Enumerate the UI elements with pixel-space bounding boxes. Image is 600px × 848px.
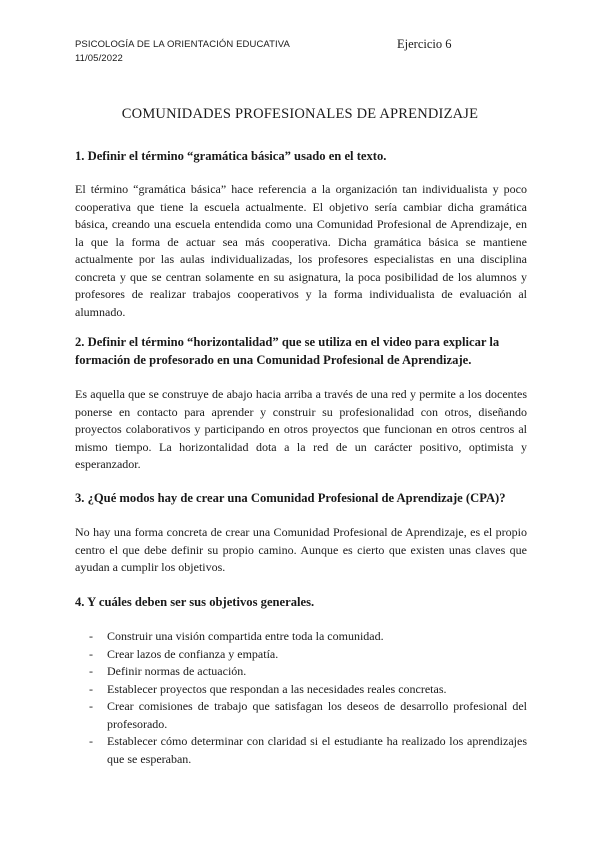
section-2-text: Es aquella que se construye de abajo hacia arriba a través de una red y permite a los docentes ponerse en contacto para aprender y construir su profesionalidad con otros, diseñando proyectos colaborativos y participando en otros proyectos que funcionan en otros centros al mismo tiempo. La horizontalidad dota a la red de un carácter positivo, optimista y esperanzador. — [75, 387, 527, 471]
header-date: 11/05/2022 — [75, 53, 123, 64]
page-header-left — [75, 38, 290, 66]
list-item — [75, 646, 527, 664]
list-item — [75, 733, 527, 768]
list-item-text: Construir una visión compartida entre toda la comunidad. — [107, 629, 384, 643]
bullet-dash: - — [89, 681, 93, 696]
section-1-text: El término “gramática básica” hace referencia a la organización tan individualista y poco cooperativa que tiene la escuela actualmente. El objetivo sería cambiar dicha gramática básica, creando una escuela entendida como una Comunidad Profesional de Aprendizaje, en la que la forma de actuar sea más cooperativa. Dicha gramática básica se mantiene actualmente por las aulas individualizadas, los profesores especialistas en una disciplina concreta y que se centran solamente en su asignatura, la poca posibilidad de los alumnos y profesores de realizar trabajos cooperativos y la forma individualista de evaluación al alumnado. — [75, 182, 527, 319]
document-title: COMUNIDADES PROFESIONALES DE APRENDIZAJE — [121, 106, 479, 122]
section-3-text: No hay una forma concreta de crear una Comunidad Profesional de Aprendizaje, es el propio centro el que debe definir su propio camino. Aunque es cierto que existen unas claves que ayudan a cumplir los objetivos. — [75, 525, 527, 574]
course-name: PSICOLOGÍA DE LA ORIENTACIÓN EDUCATIVA — [75, 39, 290, 50]
list-item-text: Establecer proyectos que respondan a las necesidades reales concretas. — [107, 681, 447, 696]
list-item-text: Definir normas de actuación. — [107, 664, 247, 678]
objectives-list — [75, 628, 527, 768]
list-item — [75, 628, 527, 646]
exercise-label: Ejercicio 6 — [397, 37, 452, 51]
list-item-text: Establecer cómo determinar con claridad si el estudiante ha realizado los aprendizajes que se esperaban. — [107, 734, 527, 766]
list-item-text: Crear comisiones de trabajo que satisfagan los deseos de desarrollo profesional del profesorado. — [107, 699, 527, 731]
list-item-text: Crear lazos de confianza y empatía. — [107, 646, 279, 661]
section-1-heading: 1. Definir el término “gramática básica” usado en el texto. — [75, 149, 387, 163]
bullet-dash: - — [89, 734, 93, 748]
bullet-dash: - — [89, 699, 93, 713]
list-item — [75, 681, 527, 699]
bullet-dash: - — [89, 629, 93, 643]
section-2-heading: 2. Definir el término “horizontalidad” que se utiliza en el video para explicar la formación de profesorado en una Comunidad Profesional de Aprendizaje. — [75, 335, 500, 367]
bullet-dash: - — [89, 664, 93, 678]
list-item — [75, 698, 527, 733]
section-4-heading: 4. Y cuáles deben ser sus objetivos generales. — [75, 595, 315, 609]
bullet-dash: - — [89, 646, 93, 661]
section-3-heading: 3. ¿Qué modos hay de crear una Comunidad Profesional de Aprendizaje (CPA)? — [75, 491, 506, 505]
list-item — [75, 663, 527, 681]
